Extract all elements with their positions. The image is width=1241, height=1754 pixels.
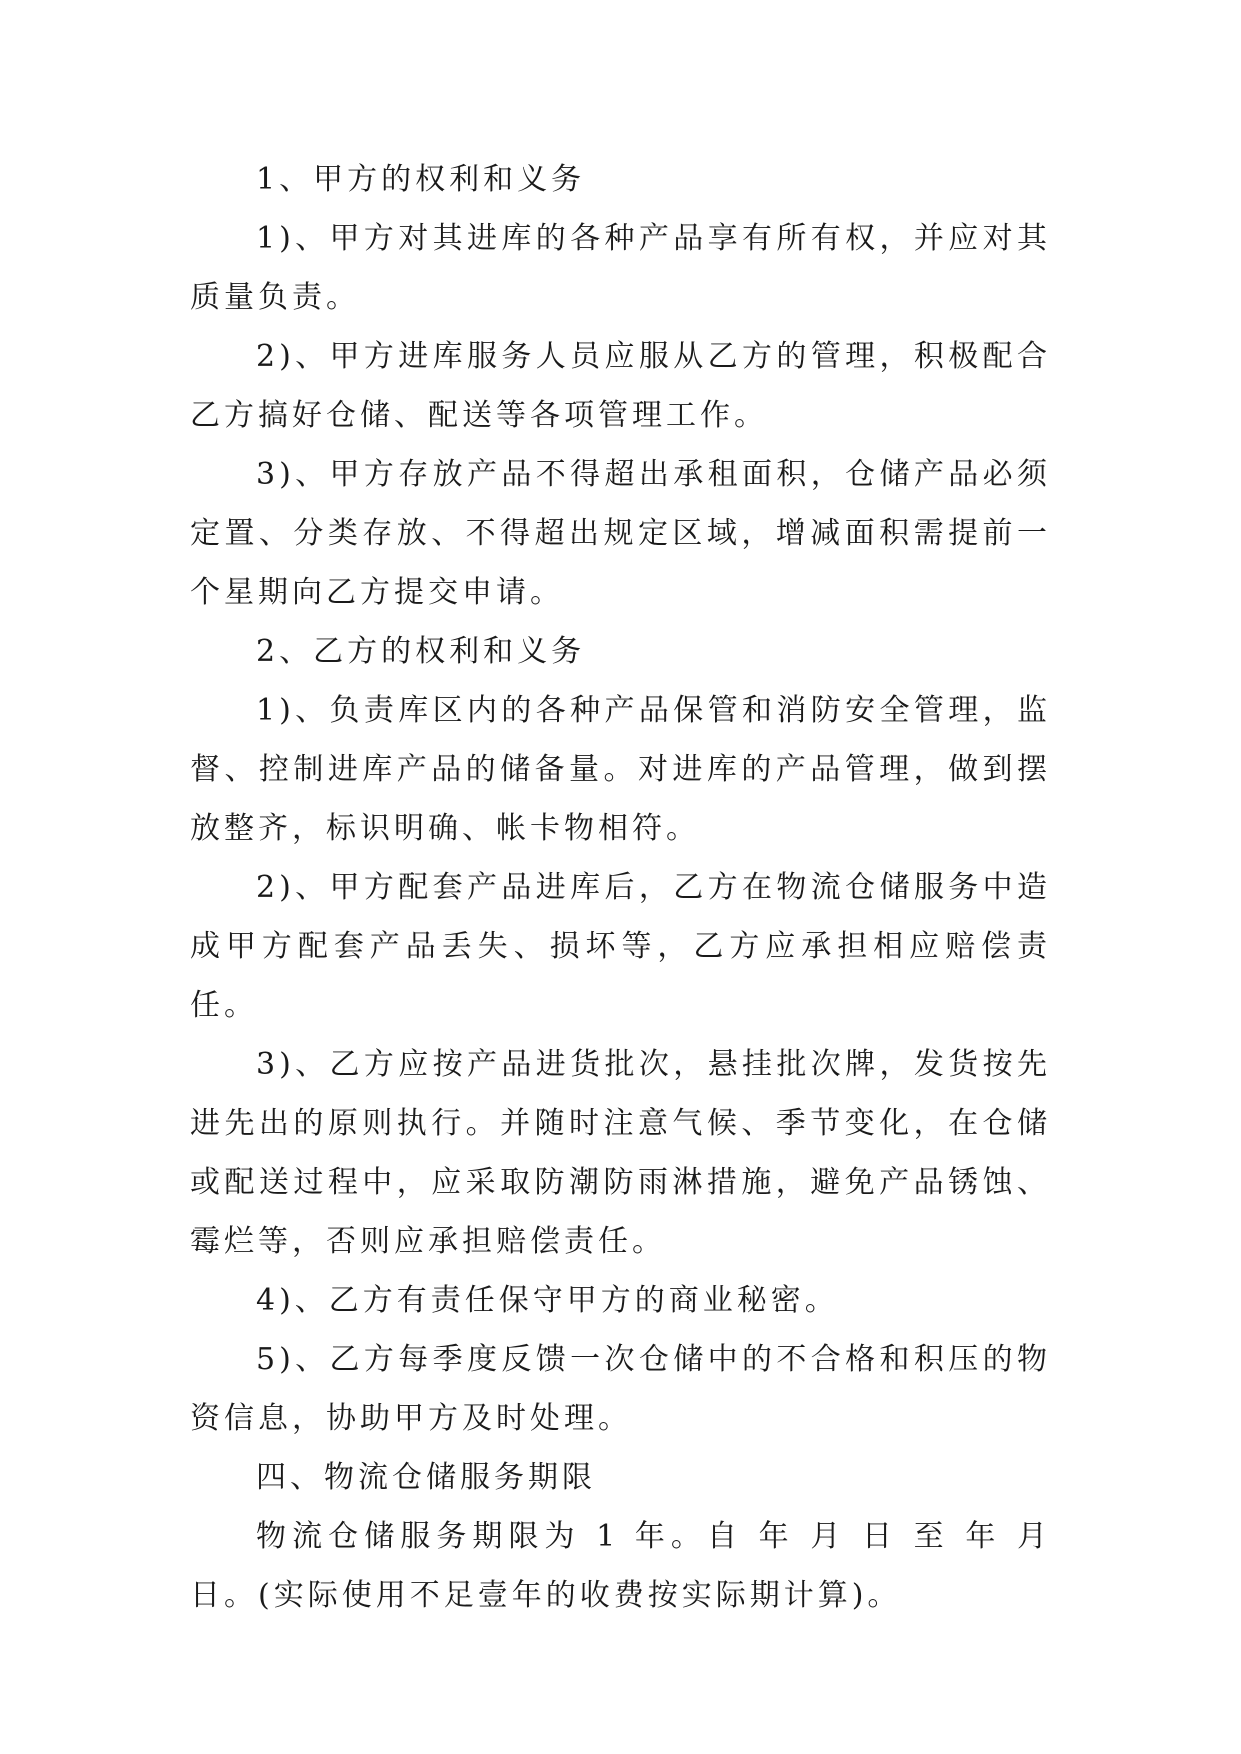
- clause-a-3: 3)、甲方存放产品不得超出承租面积，仓储产品必须定置、分类存放、不得超出规定区域，增减面积需提前一个星期向乙方提交申请。: [190, 457, 1051, 610]
- clause-b-3: 3)、乙方应按产品进货批次，悬挂批次牌，发货按先进先出的原则执行。并随时注意气候、季节变化，在仓储或配送过程中，应采取防潮防雨淋措施，避免产品锈蚀、霉烂等，否则应承担赔偿责任。: [190, 1047, 1051, 1259]
- clause-b-2: 2)、甲方配套产品进库后，乙方在物流仓储服务中造成甲方配套产品丢失、损坏等，乙方应承担相应赔偿责任。: [190, 870, 1051, 1023]
- clause-a-2: 2)、甲方进库服务人员应服从乙方的管理，积极配合乙方搞好仓储、配送等各项管理工作。: [190, 339, 1051, 433]
- clause-b-5: 5)、乙方每季度反馈一次仓储中的不合格和积压的物资信息，协助甲方及时处理。: [190, 1342, 1051, 1436]
- section-heading-party-a: 1、甲方的权利和义务: [256, 162, 586, 197]
- clause-a-1: 1)、甲方对其进库的各种产品享有所有权，并应对其质量负责。: [190, 221, 1051, 315]
- section-heading-party-b: 2、乙方的权利和义务: [256, 634, 586, 669]
- section-heading-service-term: 四、物流仓储服务期限: [256, 1460, 596, 1495]
- service-term-text: 物流仓储服务期限为 1 年。自 年 月 日 至 年 月 日。(实际使用不足壹年的收费按实际期计算)。: [190, 1519, 1051, 1613]
- clause-b-1: 1)、负责库区内的各种产品保管和消防安全管理，监督、控制进库产品的储备量。对进库的产品管理，做到摆放整齐，标识明确、帐卡物相符。: [190, 693, 1051, 846]
- clause-b-4: 4)、乙方有责任保守甲方的商业秘密。: [256, 1283, 839, 1318]
